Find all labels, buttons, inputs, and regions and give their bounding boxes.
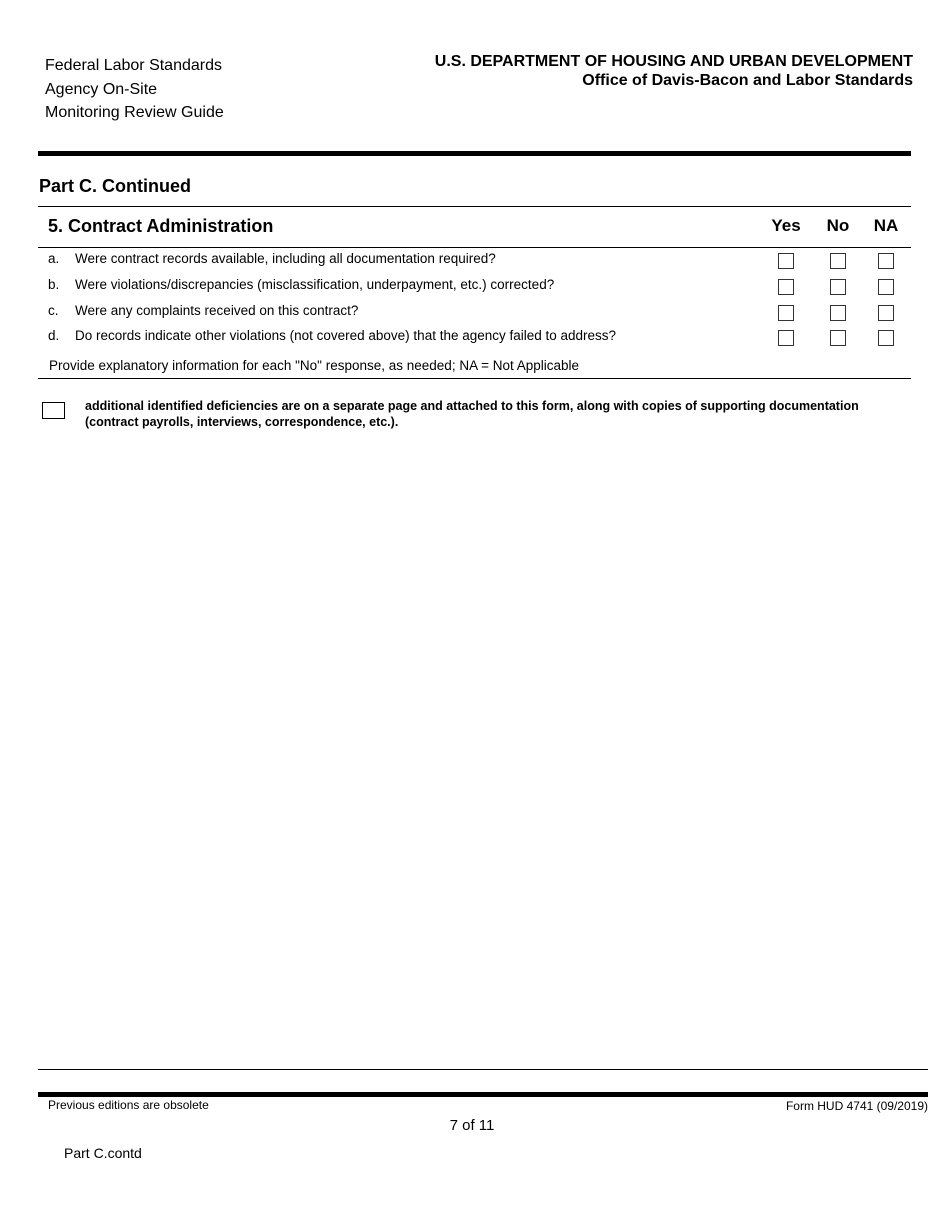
question-d-letter: d. — [48, 328, 60, 343]
form-guide-title — [45, 54, 224, 125]
question-c-yes-checkbox[interactable] — [778, 305, 794, 321]
column-header-yes: Yes — [771, 216, 801, 235]
footer-thick-rule — [38, 1092, 928, 1097]
form-number: Form HUD 4741 (09/2019) — [785, 1099, 928, 1113]
page-number: 7 of 11 — [449, 1117, 495, 1134]
column-header-na: NA — [873, 216, 899, 235]
attachment-statement: additional identified deficiencies are on a separate page and attached to this form, along with copies of supporting documentation (contract payrolls, interviews, correspondence, etc.). — [85, 399, 859, 429]
question-a-yes-checkbox[interactable] — [778, 253, 794, 269]
editions-note: Previous editions are obsolete — [48, 1098, 209, 1112]
question-a-na-checkbox[interactable] — [878, 253, 894, 269]
question-b-text: Were violations/discrepancies (misclassification, underpayment, etc.) corrected? — [75, 277, 555, 292]
part-title: Part C. Continued — [39, 176, 191, 196]
page-tag: Part C.contd — [64, 1145, 142, 1161]
explanatory-note: Provide explanatory information for each "No" response, as needed; NA = Not Applicable — [49, 358, 580, 373]
question-b-na-checkbox[interactable] — [878, 279, 894, 295]
header-divider — [38, 151, 911, 156]
question-b-yes-checkbox[interactable] — [778, 279, 794, 295]
section-title: 5. Contract Administration — [48, 216, 274, 236]
question-a-letter: a. — [48, 251, 60, 266]
question-d-no-checkbox[interactable] — [830, 330, 846, 346]
question-d-text: Do records indicate other violations (not covered above) that the agency failed to address? — [75, 328, 617, 343]
question-d-yes-checkbox[interactable] — [778, 330, 794, 346]
column-header-no: No — [826, 216, 850, 235]
attachment-checkbox[interactable] — [42, 402, 65, 419]
question-c-no-checkbox[interactable] — [830, 305, 846, 321]
section-header-rule — [38, 247, 911, 248]
guide-title-line-3: Monitoring Review Guide — [45, 104, 224, 121]
question-b-letter: b. — [48, 277, 60, 292]
section-bottom-rule — [38, 378, 911, 379]
section-top-rule — [38, 206, 911, 207]
question-b-no-checkbox[interactable] — [830, 279, 846, 295]
guide-title-line-2: Agency On-Site — [45, 80, 158, 98]
question-a-no-checkbox[interactable] — [830, 253, 846, 269]
footer-thin-rule — [38, 1069, 928, 1070]
agency-name: U.S. DEPARTMENT OF HOUSING AND URBAN DEVELOPMENT — [434, 53, 913, 70]
question-c-text: Were any complaints received on this contract? — [75, 303, 359, 318]
question-c-na-checkbox[interactable] — [878, 305, 894, 321]
question-c-letter: c. — [48, 303, 59, 318]
question-d-na-checkbox[interactable] — [878, 330, 894, 346]
question-a-text: Were contract records available, including all documentation required? — [75, 251, 496, 266]
agency-header — [435, 52, 913, 90]
guide-title-line-1: Federal Labor Standards — [45, 57, 222, 74]
office-name: Office of Davis-Bacon and Labor Standards — [582, 72, 913, 89]
